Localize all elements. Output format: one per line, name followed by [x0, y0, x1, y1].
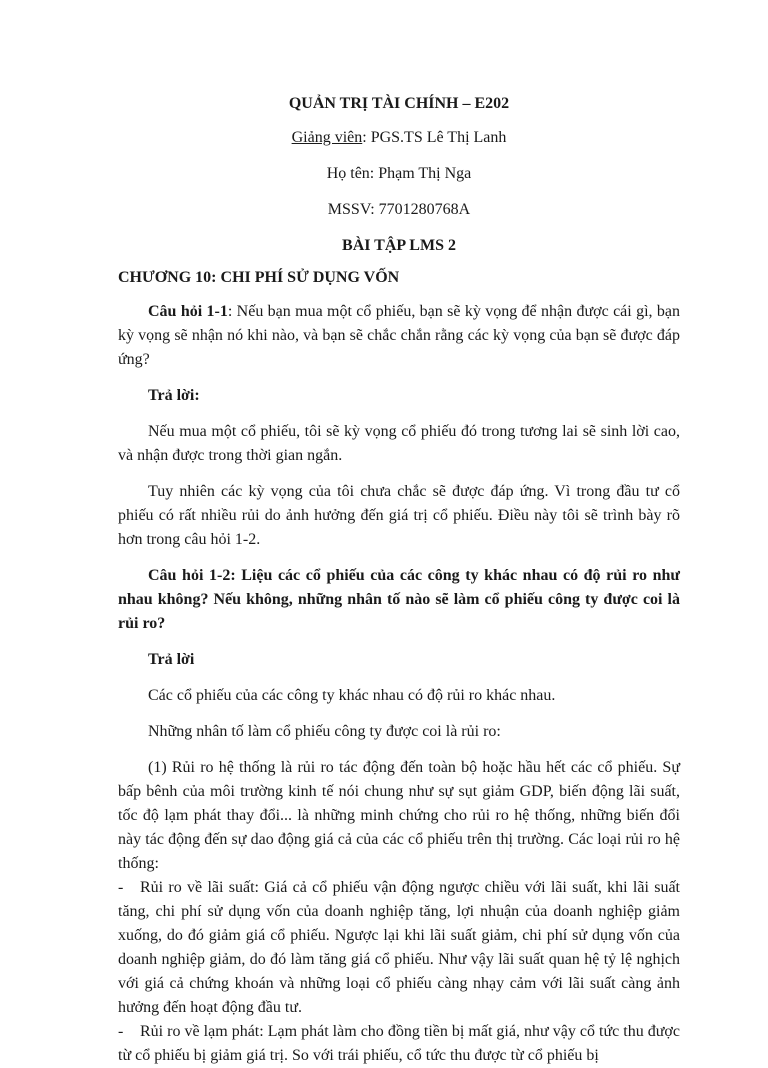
- bullet-dash: -: [118, 1023, 124, 1040]
- risk-bullet-inflation: [118, 1020, 680, 1068]
- answer-1-1-paragraph-2: Tuy nhiên các kỳ vọng của tôi chưa chắc sẽ được đáp ứng. Vì trong đầu tư cổ phiếu có rất nhiều rủi do ảnh hưởng đến giá trị cổ phiếu. Điều này tôi sẽ trình bày rõ hơn trong câu hỏi 1-2.: [118, 483, 680, 548]
- bullet-dash: -: [118, 879, 124, 896]
- lecturer-name: : PGS.TS Lê Thị Lanh: [362, 129, 507, 146]
- student-name: Họ tên: Phạm Thị Nga: [326, 165, 472, 182]
- student-id: MSSV: 7701280768A: [327, 201, 471, 218]
- risk-bullet-interest-text: Rủi ro về lãi suất: Giá cả cổ phiếu vận động ngược chiều với lãi suất, khi lãi suất tăng, chi phí sử dụng vốn của doanh nghiệp tăng, lợi nhuận của doanh nghiệp giảm xuống, do đó giảm giá cổ phiếu. Ngược lại khi lãi suất giảm, chi phí sử dụng vốn của doanh nghiệp giảm, do đó làm tăng giá cổ phiếu. Như vậy lãi suất quan hệ tỷ lệ nghịch với giá cả chứng khoán và những loại cổ phiếu càng nhạy cảm với lãi suất càng ảnh hưởng đến hoạt động đầu tư.: [118, 879, 680, 1016]
- question-1-1: [118, 300, 680, 372]
- answer-1-2-paragraph-1: Các cổ phiếu của các công ty khác nhau có độ rủi ro khác nhau.: [148, 687, 556, 704]
- course-title: QUẢN TRỊ TÀI CHÍNH – E202: [288, 95, 510, 112]
- risk-bullet-interest: [118, 876, 680, 1020]
- assignment-title: BÀI TẬP LMS 2: [342, 237, 456, 254]
- question-1-2: Câu hỏi 1-2: Liệu các cổ phiếu của các công ty khác nhau có độ rủi ro như nhau không? Nếu không, những nhân tố nào sẽ làm cổ phiếu công ty được coi là rủi ro?: [118, 567, 680, 632]
- answer-1-2-paragraph-3: (1) Rủi ro hệ thống là rủi ro tác động đến toàn bộ hoặc hầu hết các cổ phiếu. Sự bấp bênh của môi trường kinh tế nói chung như sự sụt giảm GDP, biến động lãi suất, tốc độ lạm phát thay đổi... là những minh chứng cho rủi ro hệ thống, những biến đổi này tác động đến sự dao động giá cả của các cổ phiếu trên thị trường. Các loại rủi ro hệ thống:: [118, 759, 680, 872]
- risk-bullet-inflation-text: Rủi ro về lạm phát: Lạm phát làm cho đồng tiền bị mất giá, như vậy cổ tức thu được từ cổ phiếu bị giảm giá trị. So với trái phiếu, cổ tức thu được từ cổ phiếu bị: [118, 1023, 680, 1064]
- answer-1-2-paragraph-2: Những nhân tố làm cổ phiếu công ty được coi là rủi ro:: [148, 723, 501, 740]
- question-1-1-label: Câu hỏi 1-1: [148, 303, 228, 320]
- chapter-heading: CHƯƠNG 10: CHI PHÍ SỬ DỤNG VỐN: [118, 269, 400, 286]
- answer-1-2-label: Trả lời: [148, 651, 195, 668]
- lecturer-label: Giảng viên: [291, 129, 363, 146]
- answer-1-1-label: Trả lời:: [148, 387, 200, 404]
- question-1-1-text: : Nếu bạn mua một cổ phiếu, bạn sẽ kỳ vọng để nhận được cái gì, bạn kỳ vọng sẽ nhận nó khi nào, và bạn sẽ chắc chắn rằng các kỳ vọng của bạn sẽ được đáp ứng?: [118, 303, 681, 368]
- answer-1-1-paragraph-1: Nếu mua một cổ phiếu, tôi sẽ kỳ vọng cổ phiếu đó trong tương lai sẽ sinh lời cao, và nhận được trong thời gian ngắn.: [118, 423, 680, 464]
- lecturer-line: [118, 126, 680, 150]
